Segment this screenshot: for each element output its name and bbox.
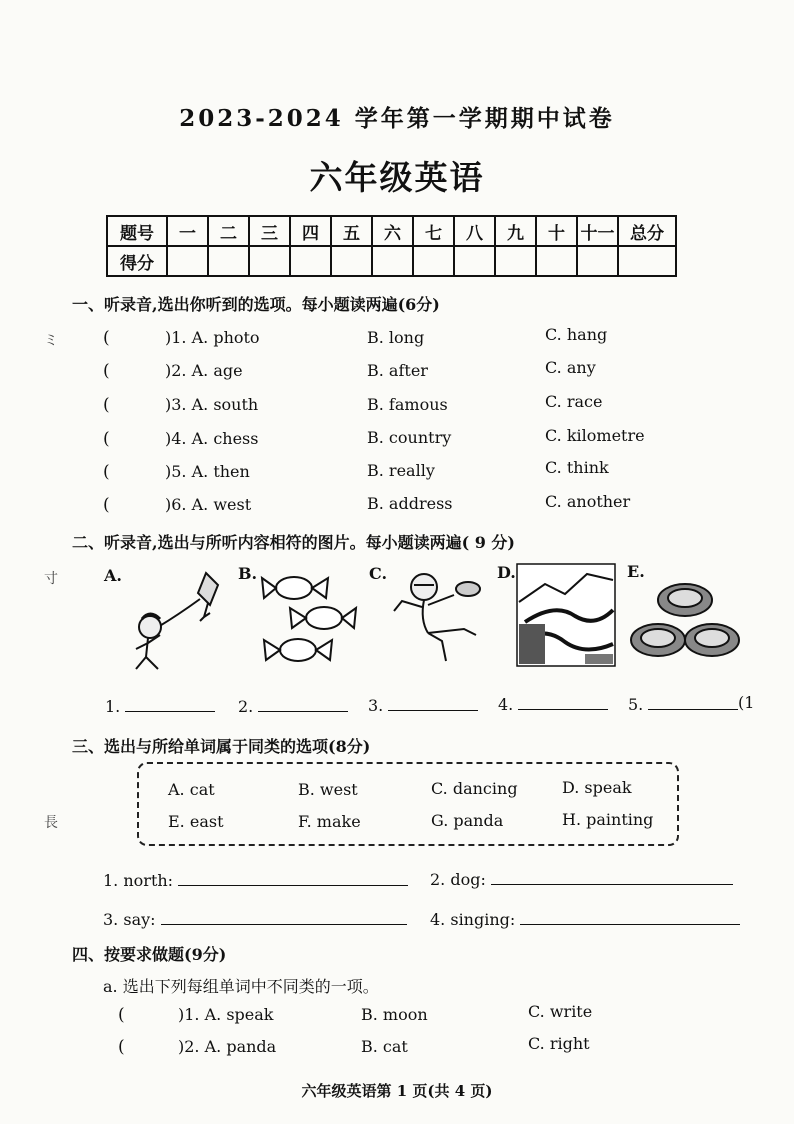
score-cell: 七	[413, 216, 454, 246]
option-c: C. any	[545, 358, 596, 377]
score-cell: 六	[372, 216, 413, 246]
score-cell: 十一	[577, 216, 618, 246]
option-a: )5. A. then	[165, 462, 250, 481]
cut-off-text: (1	[738, 693, 755, 712]
score-cell: 一	[167, 216, 208, 246]
option-b: B. moon	[361, 1005, 428, 1024]
margin-mark: 寸	[44, 571, 58, 587]
candies-picture	[258, 570, 358, 670]
answer-number: 3.	[368, 696, 384, 715]
option-a: )3. A. south	[165, 395, 259, 414]
word-option: D. speak	[562, 778, 632, 797]
score-input-cell[interactable]	[413, 246, 454, 276]
answer-blank-row	[368, 696, 478, 715]
picture-label: D.	[497, 563, 516, 582]
exam-subtitle: 六年级英语	[309, 158, 485, 197]
answer-blank[interactable]	[125, 711, 215, 712]
word-option: E. east	[168, 812, 224, 831]
option-a: )4. A. chess	[165, 429, 259, 448]
score-cell: 八	[454, 216, 495, 246]
answer-blank[interactable]	[491, 884, 733, 885]
option-c: C. hang	[545, 325, 608, 344]
score-input-cell[interactable]	[249, 246, 290, 276]
section3-heading: 三、选出与所给单词属于同类的选项(8分)	[72, 737, 371, 756]
classify-item	[103, 910, 407, 929]
word-option: F. make	[298, 812, 361, 831]
page-footer: 六年级英语第 1 页(共 4 页)	[301, 1082, 493, 1100]
score-input-cell[interactable]	[290, 246, 331, 276]
score-table-score-row	[107, 246, 676, 276]
option-b: B. address	[367, 494, 453, 513]
picture-label: C.	[369, 564, 388, 583]
answer-number: 2.	[238, 697, 254, 716]
section4-heading: 四、按要求做题(9分)	[72, 945, 227, 964]
option-b: B. really	[367, 461, 435, 480]
option-c: C. think	[545, 458, 609, 477]
option-c: C. another	[545, 492, 631, 511]
score-input-cell[interactable]	[618, 246, 676, 276]
score-input-cell[interactable]	[331, 246, 372, 276]
option-c: C. write	[528, 1002, 593, 1021]
score-input-cell[interactable]	[577, 246, 618, 276]
option-b: B. long	[367, 328, 425, 347]
margin-mark: 長	[44, 815, 58, 831]
answer-paren[interactable]: (	[103, 328, 110, 348]
classify-label: 3. say:	[103, 910, 156, 929]
option-c: C. right	[528, 1034, 590, 1053]
score-cell: 总分	[618, 216, 676, 246]
score-input-cell[interactable]	[454, 246, 495, 276]
option-a: )2. A. panda	[178, 1037, 277, 1056]
word-option: C. dancing	[431, 779, 518, 798]
answer-blank[interactable]	[518, 709, 608, 710]
answer-blank-row	[238, 697, 348, 716]
answer-blank[interactable]	[520, 924, 740, 925]
answer-number: 4.	[498, 695, 514, 714]
picture-label: A.	[104, 566, 122, 585]
section4-sub-a: a. 选出下列每组单词中不同类的一项。	[103, 977, 379, 996]
word-option: A. cat	[168, 780, 215, 799]
option-c: C. kilometre	[545, 426, 645, 445]
option-a: )1. A. photo	[165, 328, 260, 347]
answer-blank-row	[498, 695, 608, 714]
margin-mark: ミ	[44, 333, 58, 349]
score-cell: 四	[290, 216, 331, 246]
answer-blank[interactable]	[388, 710, 478, 711]
option-a: )6. A. west	[165, 495, 252, 514]
score-cell: 二	[208, 216, 249, 246]
answer-number: 1.	[105, 697, 121, 716]
kite-flying-picture	[118, 565, 233, 675]
word-bank-box	[137, 762, 679, 846]
classify-label: 4. singing:	[430, 910, 516, 929]
answer-number: 5.	[628, 695, 644, 714]
score-cell: 题号	[107, 216, 167, 246]
answer-paren[interactable]: (	[103, 495, 110, 515]
classify-item	[430, 870, 733, 889]
answer-blank-row	[105, 697, 215, 716]
score-input-cell[interactable]	[536, 246, 577, 276]
answer-paren[interactable]: (	[103, 462, 110, 482]
section2-heading: 二、听录音,选出与所听内容相符的图片。每小题读两遍( 9 分)	[72, 533, 515, 552]
answer-paren[interactable]: (	[103, 361, 110, 381]
picture-label: B.	[238, 564, 258, 583]
score-table	[106, 215, 677, 277]
score-input-cell[interactable]	[208, 246, 249, 276]
option-b: B. after	[367, 361, 428, 380]
score-table-header-row	[107, 216, 676, 246]
classify-label: 2. dog:	[430, 870, 486, 889]
answer-paren[interactable]: (	[118, 1005, 125, 1025]
word-option: B. west	[298, 780, 358, 799]
option-a: )1. A. speak	[178, 1005, 274, 1024]
word-option: H. painting	[562, 810, 654, 829]
score-cell: 五	[331, 216, 372, 246]
option-b: B. cat	[361, 1037, 408, 1056]
score-cell: 三	[249, 216, 290, 246]
picture-label: E.	[627, 562, 645, 581]
answer-blank[interactable]	[161, 924, 407, 925]
classify-item	[430, 910, 740, 929]
option-c: C. race	[545, 392, 603, 411]
option-b: B. famous	[367, 395, 448, 414]
answer-blank[interactable]	[648, 709, 738, 710]
score-cell: 九	[495, 216, 536, 246]
answer-paren[interactable]: (	[103, 429, 110, 449]
answer-blank[interactable]	[258, 711, 348, 712]
classify-label: 1. north:	[103, 871, 174, 890]
score-input-cell[interactable]	[372, 246, 413, 276]
answer-blank[interactable]	[178, 885, 408, 886]
answer-paren[interactable]: (	[103, 395, 110, 415]
exam-title: 2023-2024 学年第一学期期中试卷	[179, 105, 615, 132]
great-wall-picture	[515, 562, 617, 668]
option-a: )2. A. age	[165, 361, 243, 380]
football-player-picture	[384, 565, 489, 670]
classify-item	[103, 871, 408, 890]
answer-paren[interactable]: (	[118, 1037, 125, 1057]
option-b: B. country	[367, 428, 452, 447]
score-input-cell[interactable]	[495, 246, 536, 276]
score-cell: 十	[536, 216, 577, 246]
section1-heading: 一、听录音,选出你听到的选项。每小题读两遍(6分)	[72, 295, 440, 314]
word-option: G. panda	[431, 811, 504, 830]
mooncakes-picture	[630, 578, 740, 668]
score-label: 得分	[107, 246, 167, 276]
score-input-cell[interactable]	[167, 246, 208, 276]
answer-blank-row	[628, 695, 738, 714]
